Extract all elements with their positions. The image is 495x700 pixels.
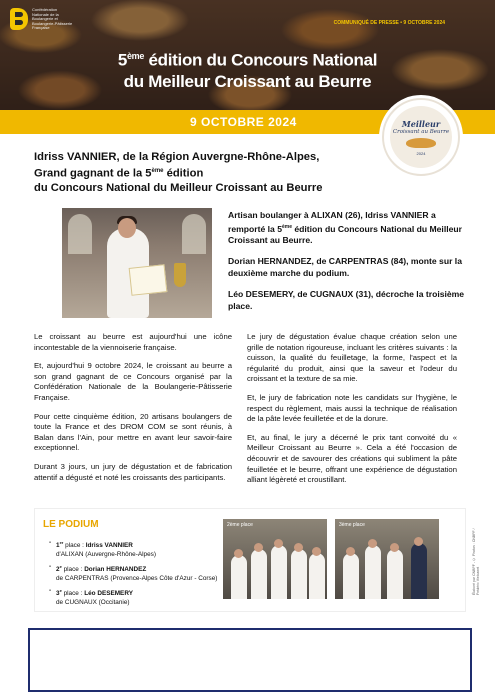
org-logo xyxy=(10,8,74,31)
badge-line2: Croissant au Beurre xyxy=(392,129,450,135)
place-name: Dorian HERNANDEZ xyxy=(84,566,147,574)
body-column-left xyxy=(34,332,232,491)
intro-p2: Dorian HERNANDEZ, de CARPENTRAS (84), monte sur la deuxième marche du podium. xyxy=(228,256,462,278)
intro-p1 xyxy=(228,210,468,246)
headline-line2-sup: ème xyxy=(151,168,164,174)
logo-mark-icon xyxy=(10,8,28,30)
podium-title: LE PODIUM xyxy=(43,519,99,530)
podium-photo-2nd xyxy=(223,519,327,599)
place-location: de CARPENTRAS (Provence-Alpes Côte d'Azur - Corse) xyxy=(56,574,218,582)
headline-line2a: Grand gagnant de la 5 xyxy=(34,167,152,180)
place-sup: e xyxy=(59,588,62,594)
place-label: place : xyxy=(61,566,85,574)
place-location: de CUGNAUX (Occitanie) xyxy=(56,598,130,606)
footer-frame xyxy=(28,628,472,692)
place-num: 2 xyxy=(56,566,60,574)
place-sup: er xyxy=(59,540,64,545)
headline-line1: Idriss VANNIER, de la Région Auvergne-Rhône-Alpes, xyxy=(34,151,320,163)
body-column-right xyxy=(247,332,457,494)
badge-line1: Meilleur xyxy=(401,119,441,129)
photo-tag: 2ème place xyxy=(227,522,253,528)
intro-p1a: Artisan boulanger à ALIXAN (26), Idriss VANNIER a remporté la 5 xyxy=(228,210,436,234)
title-edition-sup: ème xyxy=(126,51,145,61)
podium-section xyxy=(34,508,466,612)
body-left-p4: Durant 3 jours, un jury de dégustation et de fabrication attentif a dégusté et noté les croissants des participants. xyxy=(34,461,232,482)
intro-block xyxy=(228,210,468,322)
place-location: d'ALIXAN (Auvergne-Rhône-Alpes) xyxy=(56,550,156,558)
place-label: place : xyxy=(63,542,86,550)
place-label: place : xyxy=(61,590,85,598)
body-left-p3: Pour cette cinquième édition, 20 artisans boulangers de toute la France et des DROM COM se sont réunis, à Balan dans l'Ain, pour mettre en avant leur savoir-faire exceptionnel. xyxy=(34,411,232,453)
title-line1: édition du Concours National xyxy=(144,50,378,70)
body-left-p2: Et, aujourd'hui 9 octobre 2024, le croissant au beurre a son grand gagnant de ce Concours organisé par la Confédération Nationale de la Boulangerie-Pâtisserie Française. xyxy=(34,361,232,402)
intro-p1-sup: ème xyxy=(281,223,292,230)
body-right-p3: Et, au final, le jury a décerné le prix tant convoité du « Meilleur Croissant au Beurre ». Cela a été l'occasion de découvrir et de savourer des créations qui subliment la pâte feuilletée et le beurre, offrant une expérience de dégustation alliant légèreté et croustillant. xyxy=(247,432,457,485)
page-title xyxy=(0,46,495,92)
date-label: 9 OCTOBRE 2024 xyxy=(190,115,297,129)
certificate-image xyxy=(129,264,168,296)
podium-photo-3rd xyxy=(335,519,439,599)
press-label: COMMUNIQUÉ DE PRESSE • 9 OCTOBRE 2024 xyxy=(333,20,445,26)
headline-line2b: édition xyxy=(163,167,204,180)
photo-credit: Élaboré par CNBPF - © Photos : CNBPF / Frédéric Vielcanet xyxy=(472,528,480,595)
org-name: Confédération Nationale de la Boulangerie et Boulangerie-Pâtisserie Française xyxy=(32,7,73,30)
photo-tag: 3ème place xyxy=(339,522,365,528)
hero-banner xyxy=(0,0,495,110)
intro-p1b: édition du Concours National du Meilleur Croissant au Beurre. xyxy=(228,223,462,245)
body-left-p1: Le croissant au beurre est aujourd'hui une icône incontestable de la viennoiserie française. xyxy=(34,332,232,352)
body-right-p2: Et, le jury de fabrication note les candidats sur l'hygiène, le respect du règlement, mais aussi la technique de réalisation de la pâte levée feuilletée et de la dorure. xyxy=(247,392,457,424)
podium-item-2 xyxy=(49,563,229,583)
place-sup: e xyxy=(59,564,62,570)
title-edition-num: 5 xyxy=(117,50,127,70)
badge-year: 2024 xyxy=(416,151,426,156)
place-name: Léo DESEMERY xyxy=(84,590,133,598)
intro-p3: Léo DESEMERY, de CUGNAUX (31), décroche la troisième place. xyxy=(228,289,465,311)
place-num: 3 xyxy=(56,590,60,598)
title-line2: du Meilleur Croissant au Beurre xyxy=(123,71,372,91)
place-name: Idriss VANNIER xyxy=(85,542,133,550)
body-right-p1: Le jury de dégustation évalue chaque création selon une grille de notation rigoureuse, incluant les critères suivants : la cuisson, la qualité du feuilletage, la forme, l'aspect et la régularité du produit, ainsi que la saveur et l'odeur du croissant et la texture de sa mie. xyxy=(247,332,457,384)
croissant-icon xyxy=(406,138,436,148)
podium-item-1 xyxy=(49,539,229,559)
headline-line3: du Concours National du Meilleur Croissant au Beurre xyxy=(34,181,323,194)
podium-list xyxy=(49,539,229,611)
place-num: 1 xyxy=(56,542,60,550)
trophy-icon xyxy=(174,263,186,287)
podium-item-3 xyxy=(49,587,229,607)
headline xyxy=(34,150,374,195)
winner-photo xyxy=(62,208,212,318)
contest-badge xyxy=(382,98,460,176)
